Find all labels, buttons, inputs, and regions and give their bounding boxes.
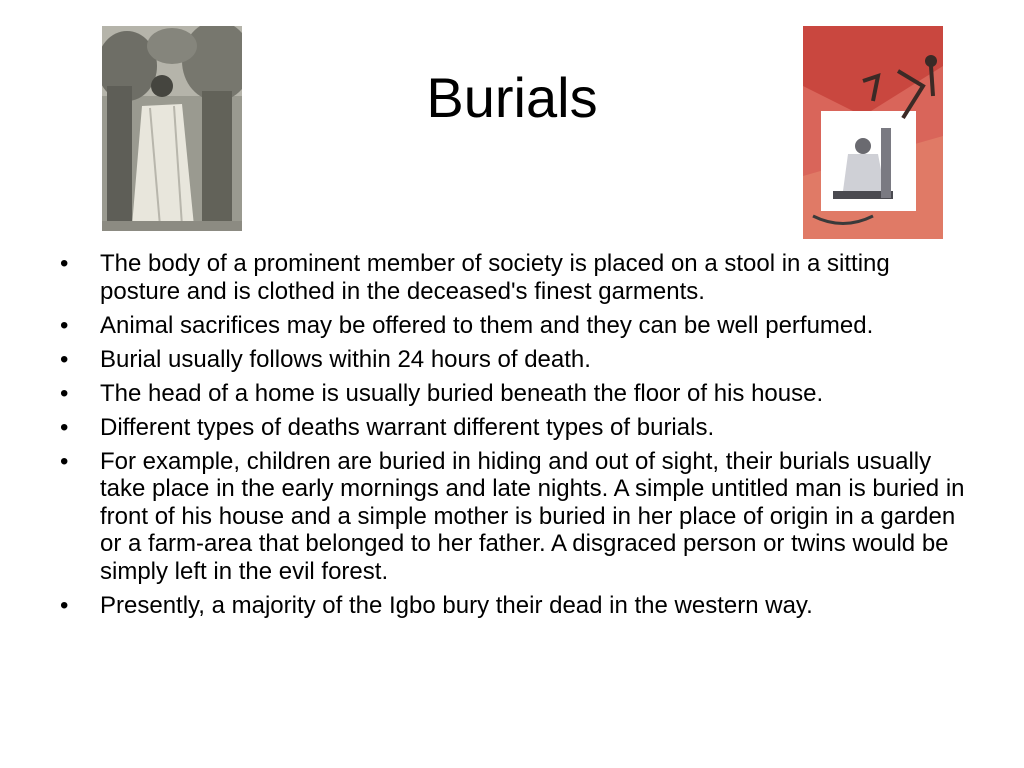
bullet-marker: •	[60, 379, 69, 407]
bullet-text: Presently, a majority of the Igbo bury their dead in the western way.	[100, 591, 813, 619]
bullet-marker: •	[60, 413, 69, 441]
list-item	[60, 592, 970, 620]
bullet-marker: •	[60, 447, 69, 475]
burial-painting-image	[803, 26, 943, 239]
bullet-text: The body of a prominent member of society is placed on a stool in a sitting posture and is clothed in the deceased's finest garments.	[100, 250, 890, 305]
ceremony-photo	[102, 26, 242, 231]
burial-painting	[803, 26, 943, 239]
bullet-text: Animal sacrifices may be offered to them and they can be well perfumed.	[100, 311, 874, 339]
list-item	[60, 312, 970, 340]
bullet-text: Burial usually follows within 24 hours of death.	[100, 345, 591, 373]
bullet-marker: •	[60, 591, 69, 619]
list-item	[60, 448, 970, 586]
list-item	[60, 380, 970, 408]
slide-title: Burials	[426, 66, 598, 129]
list-item	[60, 414, 970, 442]
bullet-text: The head of a home is usually buried beneath the floor of his house.	[100, 379, 824, 407]
list-item	[60, 250, 970, 305]
bullet-marker: •	[60, 345, 69, 373]
bullet-text: For example, children are buried in hiding and out of sight, their burials usually take place in the early mornings and late nights. A simple untitled man is buried in front of his house and a simple mother is buried in her place of origin in a garden or a farm-area that belonged to her father. A disgraced person or twins would be simply left in the evil forest.	[100, 447, 965, 585]
ceremony-photo-image	[102, 26, 242, 231]
bullet-text: Different types of deaths warrant different types of burials.	[100, 413, 715, 441]
list-item	[60, 346, 970, 374]
bullet-marker: •	[60, 250, 69, 277]
bullet-marker: •	[60, 311, 69, 339]
bullet-list	[60, 250, 970, 626]
